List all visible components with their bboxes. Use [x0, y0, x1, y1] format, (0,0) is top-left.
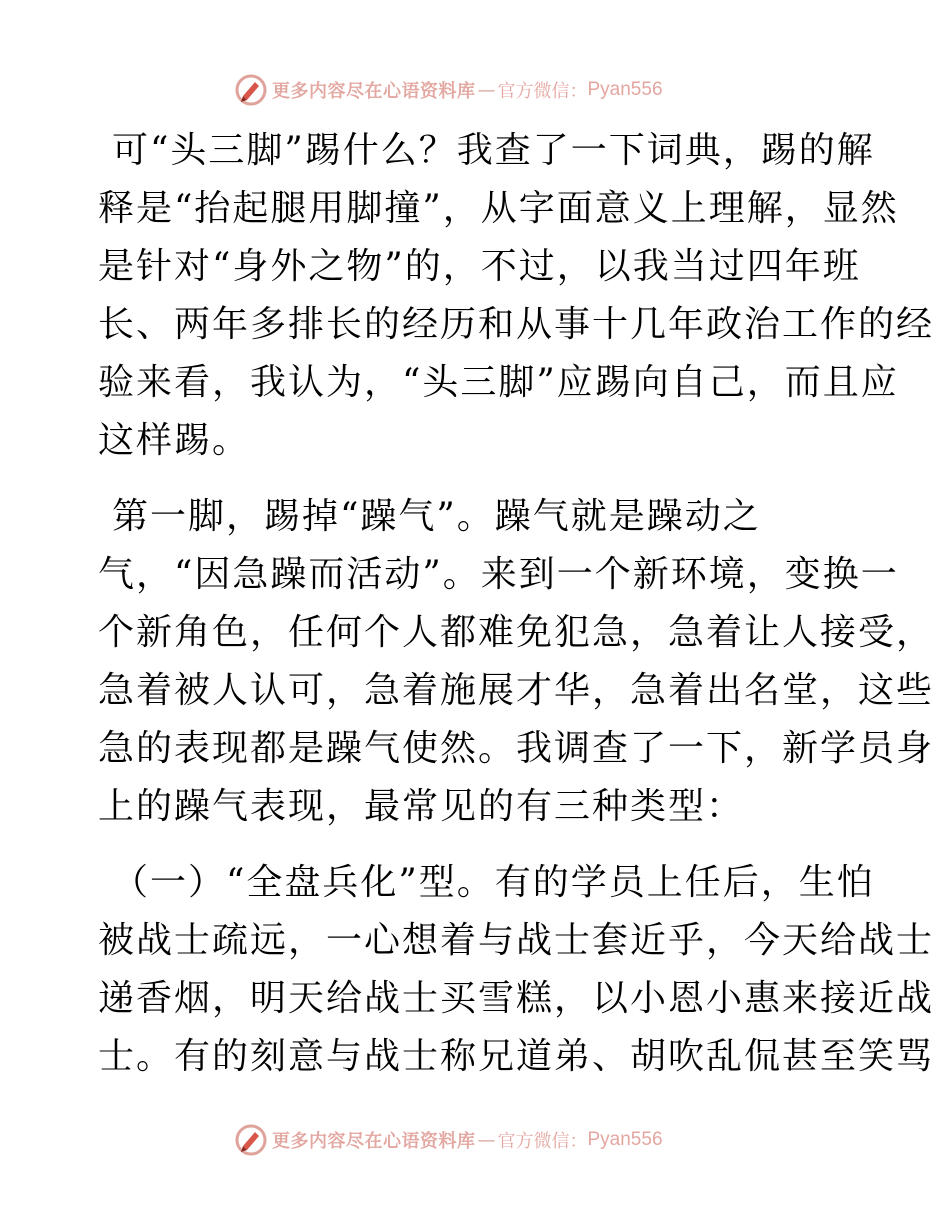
banner-separator: — — [477, 79, 496, 101]
text-line: 释是“抬起腿用脚撞”，从字面意义上理解，显然 — [98, 188, 899, 229]
text-line: 被战士疏远，一心想着与战士套近乎，今天给战士 — [98, 920, 935, 961]
banner-wechat-id: Pyan556 — [587, 79, 663, 100]
paragraph-1 — [98, 122, 935, 470]
document-body — [98, 122, 935, 1104]
banner-wechat-label: 官方微信： — [497, 1131, 588, 1152]
text-line: 个新角色，任何个人都难免犯急，急着让人接受， — [98, 612, 935, 653]
paragraph-3 — [98, 854, 935, 1086]
banner-text: 更多内容尽在心语资料库 — [272, 1131, 476, 1152]
text-line: 可“头三脚”踢什么？我查了一下词典，踢的解 — [112, 130, 875, 171]
banner-separator: — — [477, 1129, 496, 1151]
pen-logo-icon — [234, 1123, 268, 1157]
banner-text: 更多内容尽在心语资料库 — [272, 81, 476, 102]
text-line: （一）“全盘兵化”型。有的学员上任后，生怕 — [112, 862, 875, 903]
paragraph-2 — [98, 488, 935, 836]
text-line: 士。有的刻意与战士称兄道弟、胡吹乱侃甚至笑骂 — [98, 1036, 935, 1077]
text-line: 急的表现都是躁气使然。我调查了一下，新学员身 — [98, 728, 935, 769]
banner-wechat-label: 官方微信： — [497, 81, 588, 102]
pen-logo-icon — [234, 73, 268, 107]
text-line: 上的躁气表现，最常见的有三种类型： — [98, 786, 745, 827]
text-line: 验来看，我认为，“头三脚”应踢向自己，而且应 — [98, 362, 899, 403]
text-line: 气，“因急躁而活动”。来到一个新环境，变换一 — [98, 554, 899, 595]
text-line: 第一脚，踢掉“躁气”。躁气就是躁动之 — [112, 496, 761, 537]
text-line: 急着被人认可，急着施展才华，急着出名堂，这些 — [98, 670, 935, 711]
text-line: 这样踢。 — [98, 420, 251, 461]
header-watermark-banner — [0, 70, 950, 110]
text-line: 长、两年多排长的经历和从事十几年政治工作的经 — [98, 304, 935, 345]
footer-watermark-banner — [0, 1120, 950, 1160]
text-line: 是针对“身外之物”的，不过，以我当过四年班 — [98, 246, 861, 287]
text-line: 递香烟，明天给战士买雪糕，以小恩小惠来接近战 — [98, 978, 935, 1019]
banner-wechat-id: Pyan556 — [587, 1129, 663, 1150]
